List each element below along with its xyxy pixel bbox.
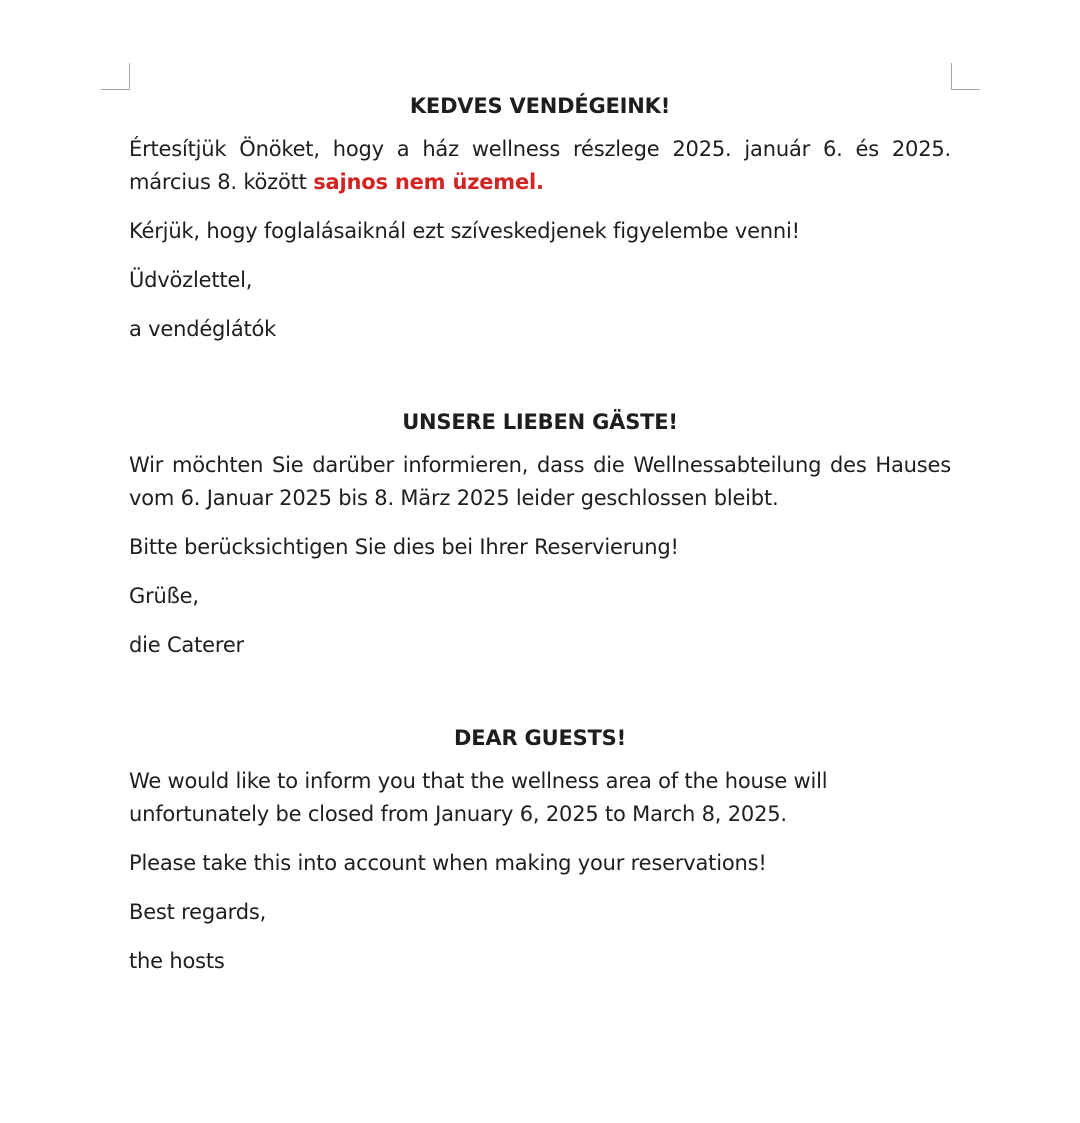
english-heading: DEAR GUESTS!	[454, 726, 626, 750]
german-request: Bitte berücksichtigen Sie dies bei Ihrer Reservierung!	[129, 535, 679, 559]
german-greeting: Grüße,	[129, 584, 199, 608]
german-body: Wir möchten Sie darüber informieren, dass die Wellnessabteilung des Hauses vom 6. Januar 2025 bis 8. März 2025 leider geschlossen bleibt.	[129, 453, 951, 510]
hungarian-heading: KEDVES VENDÉGEINK!	[409, 94, 671, 118]
english-signature: the hosts	[129, 949, 225, 973]
german-heading: UNSERE LIEBEN GÄSTE!	[402, 410, 678, 434]
hungarian-body	[129, 133, 951, 199]
hungarian-signature: a vendéglátók	[129, 317, 277, 341]
hungarian-notice	[129, 90, 951, 346]
hungarian-body-text: Értesítjük Önöket, hogy a ház wellness részlege 2025. január 6. és 2025. március 8. között	[129, 137, 951, 194]
english-greeting: Best regards,	[129, 900, 267, 924]
english-body: We would like to inform you that the wellness area of the house will unfortunately be closed from January 6, 2025 to March 8, 2025.	[129, 769, 828, 826]
page-corner-mark-left	[101, 63, 130, 90]
english-request: Please take this into account when making your reservations!	[129, 851, 767, 875]
hungarian-request: Kérjük, hogy foglalásaiknál ezt szíveskedjenek figyelembe venni!	[129, 219, 800, 243]
german-signature: die Caterer	[129, 633, 244, 657]
hungarian-closure-highlight: sajnos nem üzemel.	[313, 170, 544, 194]
document-page	[129, 90, 951, 1038]
page-corner-mark-right	[951, 63, 980, 90]
german-notice	[129, 406, 951, 662]
english-notice	[129, 722, 951, 978]
hungarian-greeting: Üdvözlettel,	[129, 268, 253, 292]
